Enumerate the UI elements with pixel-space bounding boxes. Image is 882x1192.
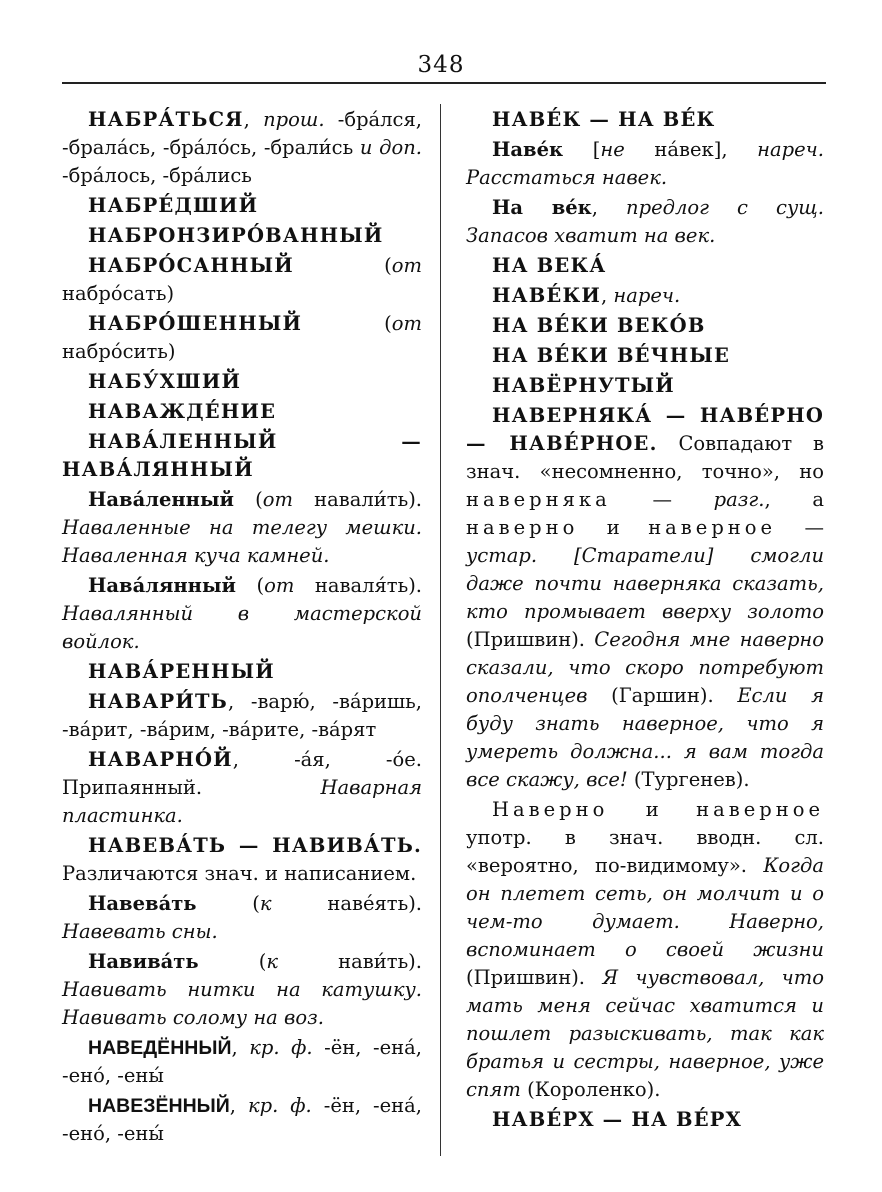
dictionary-entry: Нава́ленный (от навали́ть). Наваленные на телегу мешки. Наваленная куча камней. xyxy=(62,488,422,567)
dictionary-entry: Наверно и наверное употр. в знач. вводн. сл. «вероятно, по-видимому». Когда он плетет сеть, он молчит и о чем-то думает. Наверно, вспоминает о своей жизни (Пришвин). Я чувствовал, что мать меня сейчас хватится и пошлет разыскивать, так как братья и сестры, наверное, уже спят (Короленко). xyxy=(466,798,825,1101)
dictionary-entry: НАВЕ́РХ — НА ВЕ́РХ xyxy=(492,1108,742,1131)
page-number: 348 xyxy=(417,52,465,78)
dictionary-entry: Нава́лянный (от наваля́ть). Навалянный в мастерской войлок. xyxy=(62,574,422,653)
dictionary-entry: НАВЕРНЯКА́ — НАВЕ́РНО — НАВЕ́РНОЕ. Совпадают в знач. «несомненно, точно», но наверняка — разг., а наверно и наверное — устар. [Старатели] смогли даже почти наверняка сказать, кто промывает вверху золото (Пришвин). Сегодня мне наверно сказали, что скоро потребуют ополченцев (Гаршин). Если я буду знать наверное, что я умереть должна... я вам тогда все скажу, все! (Тургенев). xyxy=(466,404,825,791)
dictionary-entry: НА ВЕ́КИ ВЕ́ЧНЫЕ xyxy=(492,344,731,367)
dictionary-entry: НАВАРНО́Й, -а́я, -о́е. Припаянный. Наварная пластинка. xyxy=(62,748,422,827)
dictionary-entry: НА ВЕ́КИ ВЕКО́В xyxy=(492,314,706,337)
header-rule xyxy=(62,82,826,84)
dictionary-entry: НАВЕ́КИ, нареч. xyxy=(492,284,681,307)
dictionary-entry: НАВА́РЕННЫЙ xyxy=(88,660,275,683)
dictionary-entry: НАВЕВА́ТЬ — НАВИВА́ТЬ. Различаются знач. и написанием. xyxy=(62,834,422,885)
dictionary-entry: НАВАРИ́ТЬ, -варю́, -ва́ришь, -ва́рит, -ва́рим, -ва́рите, -ва́рят xyxy=(62,690,422,741)
dictionary-entry: Наве́к [не на́век], нареч. Расстаться навек. xyxy=(466,138,824,189)
dictionary-entry: НАБРО́САННЫЙ (от набро́сать) xyxy=(62,254,422,305)
dictionary-entry: Навева́ть (к навéять). Навевать сны. xyxy=(62,892,422,943)
dictionary-entry: НАВАЖДЕ́НИЕ xyxy=(88,400,277,423)
dictionary-entry: На ве́к, предлог с сущ. Запасов хватит на век. xyxy=(466,196,824,247)
dictionary-entry: НАБРЕ́ДШИЙ xyxy=(88,194,259,217)
dictionary-entry: НАВЕ́К — НА ВЕ́К xyxy=(492,108,716,131)
column-divider xyxy=(440,104,441,1156)
dictionary-entry: НАВЕДЁННЫЙ, кр. ф. -ён, -ена́, -ено́, -ены́ xyxy=(62,1036,422,1087)
dictionary-entry: Навива́ть (к нави́ть). Навивать нитки на катушку. Навивать солому на воз. xyxy=(62,950,422,1029)
dictionary-entry: НАВЁРНУТЫЙ xyxy=(492,374,675,397)
dictionary-entry: НАБРА́ТЬСЯ, прош. -бра́лся, -брала́сь, -бра́ло́сь, -брали́сь и доп. -бра́лось, -бра́лись xyxy=(62,108,422,187)
dictionary-entry: НАБУ́ХШИЙ xyxy=(88,370,242,393)
dictionary-entry: НАБРО́ШЕННЫЙ (от набро́сить) xyxy=(62,312,422,363)
dictionary-entry: НАБРОНЗИРО́ВАННЫЙ xyxy=(88,224,384,247)
right-column xyxy=(466,106,824,1136)
dictionary-entry: НАВА́ЛЕННЫЙ — НАВА́ЛЯННЫЙ xyxy=(62,430,422,481)
dictionary-entry: НА ВЕКА́ xyxy=(492,254,607,277)
dictionary-entry: НАВЕЗЁННЫЙ, кр. ф. -ён, -ена́, -ено́, -ены́ xyxy=(62,1094,422,1145)
left-column xyxy=(62,106,422,1150)
